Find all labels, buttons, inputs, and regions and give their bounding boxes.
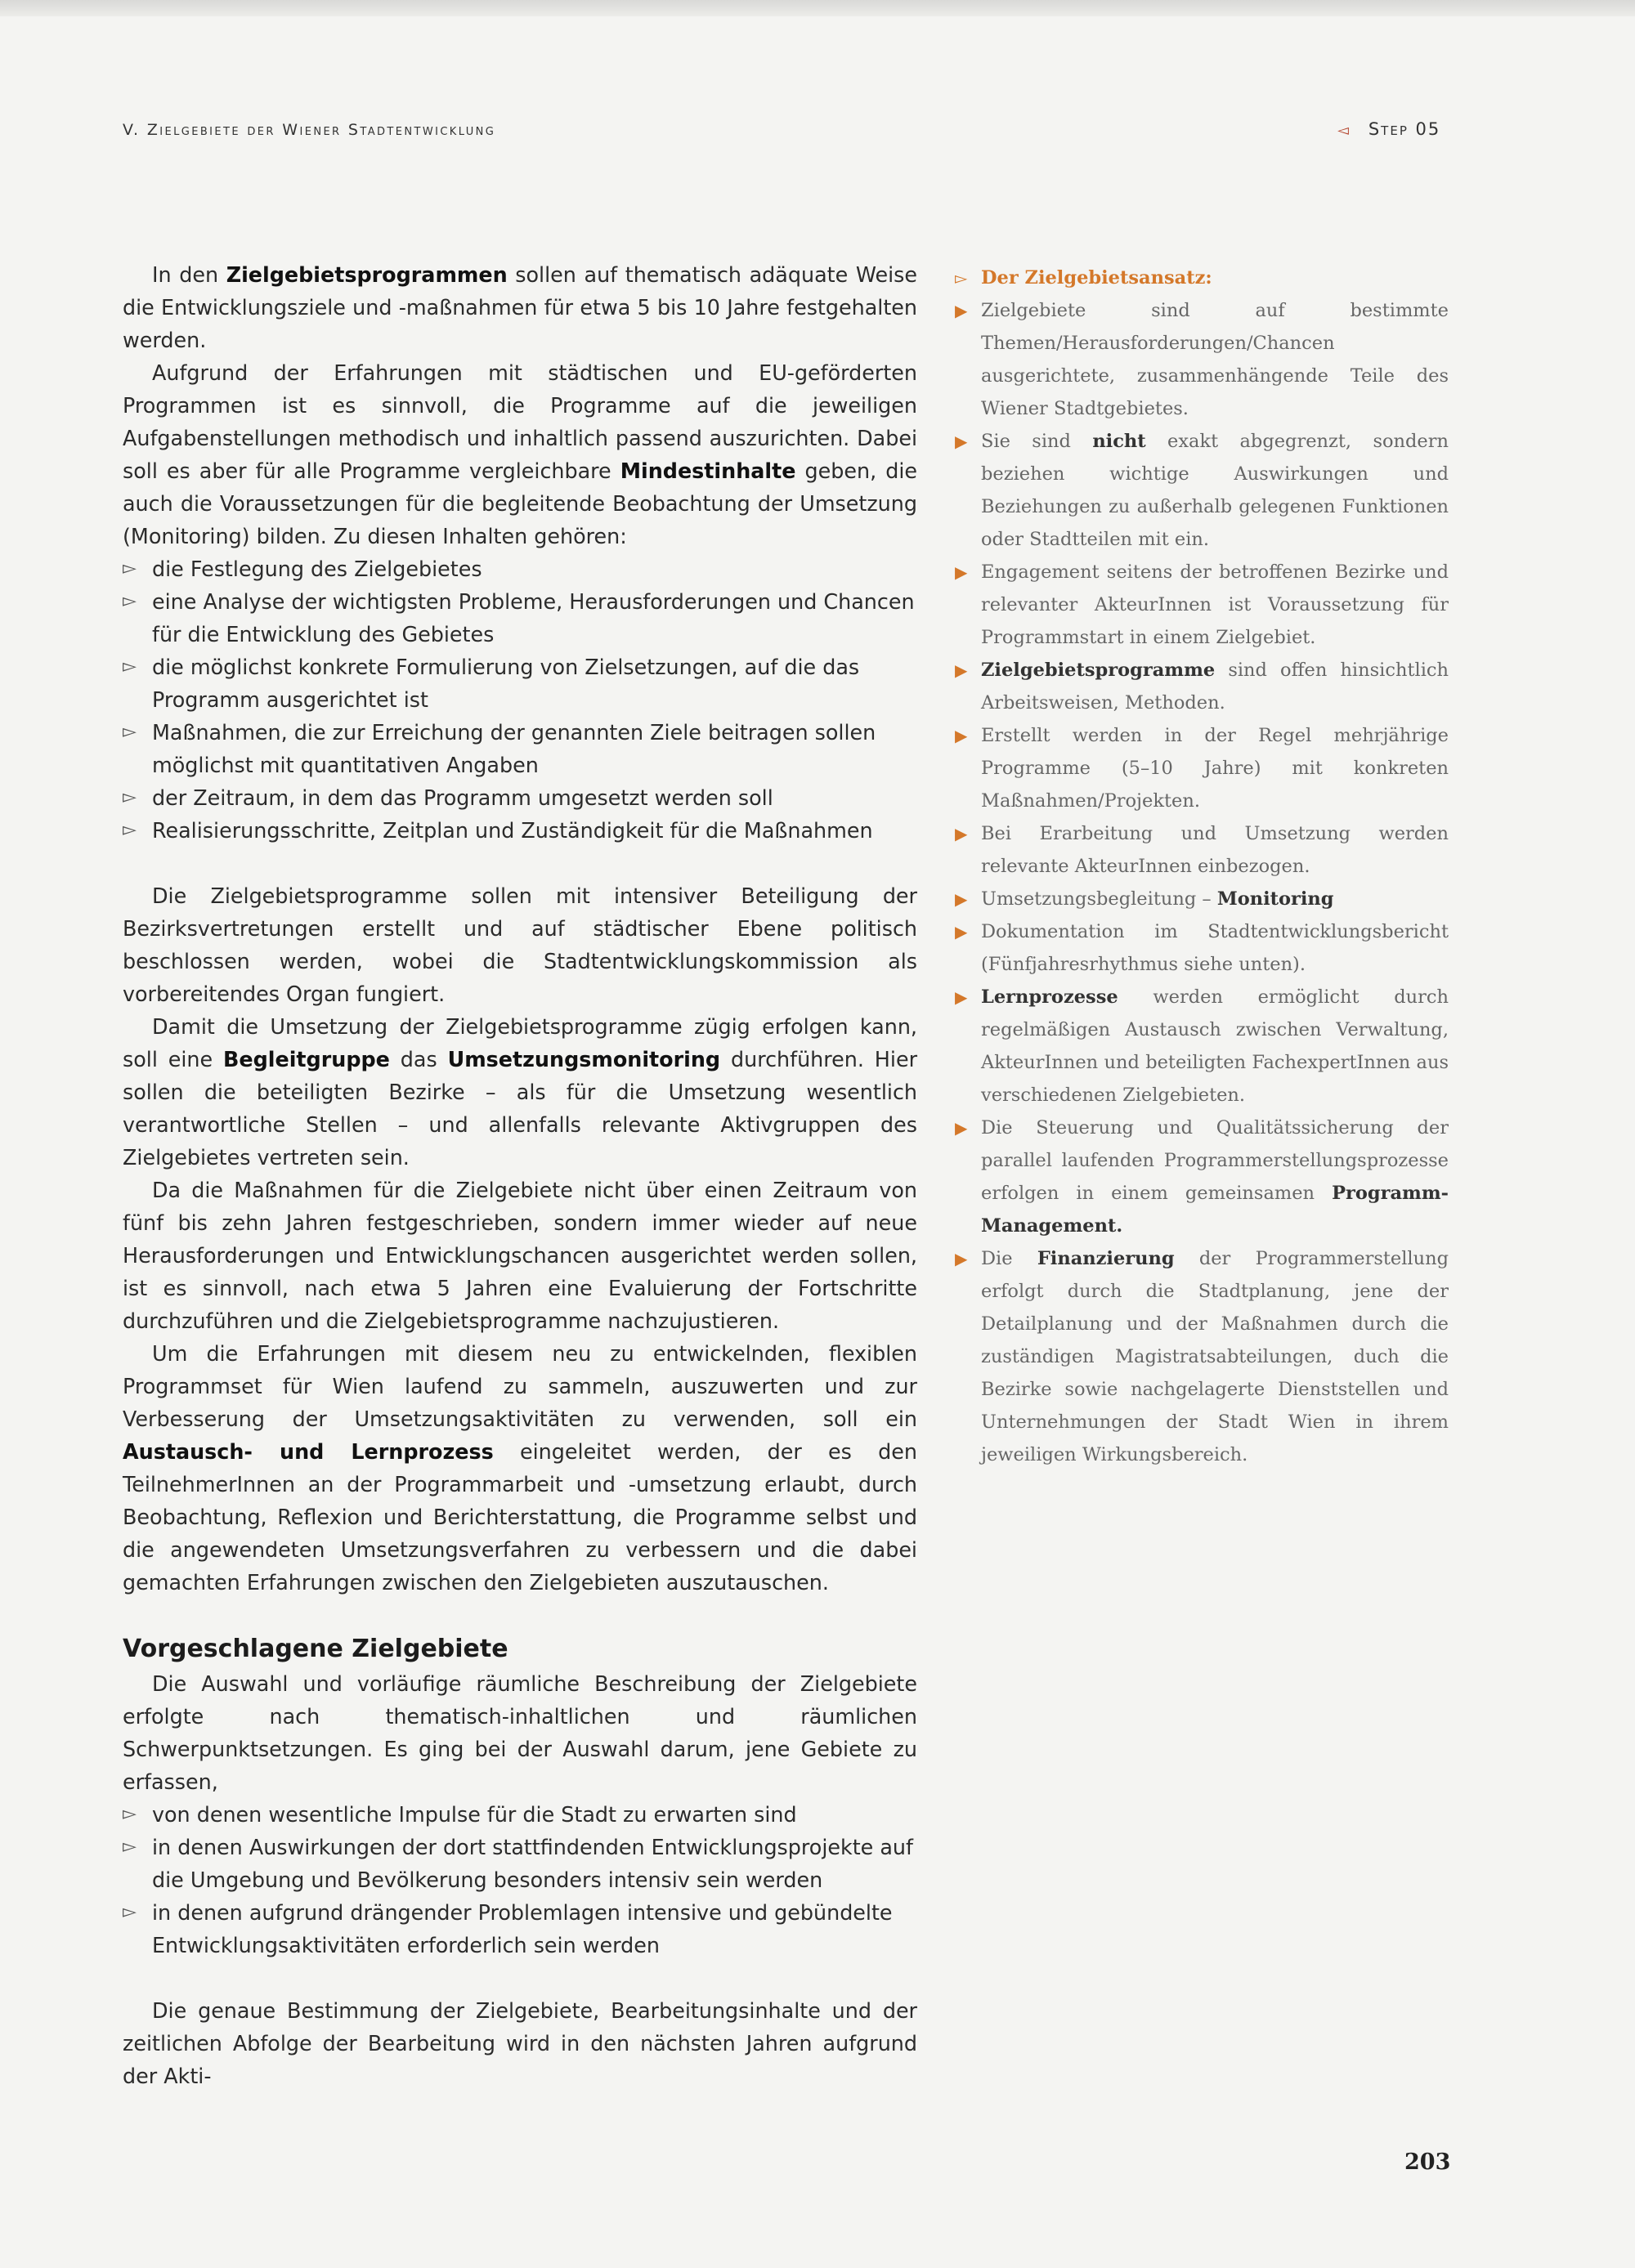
paragraph-8: Die genaue Bestimmung der Zielgebiete, Bearbeitungsinhalte und der zeitlichen Abfolge der Bearbeitung wird in den nächsten Jahren aufgrund der Akti- (123, 1998, 917, 2088)
triangle-bullet-icon: ▶ (955, 660, 968, 680)
running-header-step (1337, 119, 1440, 139)
sidebar-box (955, 262, 1449, 1471)
main-column (123, 258, 917, 2092)
text: Damit die Umsetzung der Zielgebietsprogramme zügig erfolgen kann, soll eine (123, 1014, 917, 1071)
list-item (123, 1896, 917, 1962)
triangle-bullet-icon: ▶ (955, 1249, 968, 1268)
triangle-bullet-icon: ▶ (955, 726, 968, 745)
emphasis: Zielgebietsprogrammen (226, 262, 508, 287)
list-item (123, 716, 917, 781)
spacer (123, 1962, 917, 1994)
triangle-bullet-icon: ▶ (955, 824, 968, 843)
sidebar-item (955, 719, 1449, 817)
list-item (123, 1798, 917, 1831)
triangle-bullet-icon: ▶ (955, 301, 968, 320)
paragraph-2 (123, 356, 917, 552)
text: Umsetzungsbegleitung – (981, 888, 1217, 910)
text: Sie sind (981, 431, 1093, 452)
paragraph-1 (123, 258, 917, 356)
text: der Programmerstellung erfolgt durch die Stadtplanung, jene der Detailplanung und der Maßnahmen durch die zuständigen Magistratsabteilungen, duch die Bezirke sowie nachgelagerte Dienststellen und Unternehmungen der Stadt Wien in ihrem jeweiligen Wirkungsbereich. (981, 1248, 1449, 1465)
triangle-bullet-icon: ▶ (955, 889, 968, 909)
emphasis: Lernprozesse (981, 986, 1118, 1008)
sidebar-title-text: Der Zielgebietsansatz: (981, 267, 1212, 289)
list-item-text: der Zeitraum, in dem das Programm umgesetzt werden soll (152, 785, 773, 810)
sidebar-item (955, 425, 1449, 556)
list-item-text: die möglichst konkrete Formulierung von Zielsetzungen, auf die das Programm ausgerichtet ist (152, 655, 860, 712)
text: Die Steuerung und Qualitätssicherung der parallel laufenden Programmerstellungsprozesse erfolgen in einem gemeinsamen (981, 1117, 1449, 1204)
spacer (123, 847, 917, 879)
list-item (123, 651, 917, 716)
sidebar-item (955, 1112, 1449, 1242)
text: Dokumentation im Stadtentwicklungsbericht (Fünfjahresrhythmus siehe unten). (981, 921, 1449, 975)
emphasis: Umsetzungsmonitoring (447, 1047, 721, 1071)
sidebar-item (955, 981, 1449, 1112)
bullet-icon: ▻ (123, 558, 137, 579)
emphasis: Austausch- und Lernprozess (123, 1439, 494, 1464)
list-item (123, 781, 917, 814)
emphasis: Begleitgruppe (223, 1047, 390, 1071)
triangle-bullet-icon: ▶ (955, 922, 968, 942)
triangle-bullet-icon: ▶ (955, 432, 968, 451)
step-marker-icon: ◅ (1337, 122, 1351, 139)
text: Engagement seitens der betroffenen Bezirke und relevanter AkteurInnen ist Voraussetzung für Programmstart in einem Zielgebiet. (981, 561, 1449, 648)
bullet-icon: ▻ (123, 1902, 137, 1922)
sidebar-list (955, 294, 1449, 1471)
emphasis: Zielgebietsprogramme (981, 660, 1216, 681)
bullet-icon: ▻ (123, 591, 137, 611)
bullet-icon: ▻ (123, 1836, 137, 1857)
outline-triangle-icon: ▻ (955, 268, 968, 288)
emphasis: Monitoring (1216, 888, 1334, 910)
sidebar-item (955, 556, 1449, 654)
text: In den (152, 262, 226, 287)
triangle-bullet-icon: ▶ (955, 562, 968, 582)
list-item-text: eine Analyse der wichtigsten Probleme, Herausforderungen und Chancen für die Entwicklung des Gebietes (152, 589, 915, 646)
text: sind offen hinsichtlich Arbeitsweisen, Methoden. (981, 660, 1449, 714)
emphasis: nicht (1092, 431, 1146, 452)
list-item-text: Realisierungsschritte, Zeitplan und Zuständigkeit für die Maßnahmen (152, 818, 873, 843)
text: eingeleitet werden, der es den TeilnehmerInnen an der Programmarbeit und -umsetzung erlaubt, durch Beobachtung, Reflexion und Berichterstattung, die Programme selbst und die angewendeten Umsetzungsverfahren zu verbessern und die dabei gemachten Erfahrungen zwischen den Zielgebieten auszutauschen. (123, 1439, 917, 1595)
triangle-bullet-icon: ▶ (955, 987, 968, 1007)
text: Um die Erfahrungen mit diesem neu zu entwickelnden, flexiblen Programmset für Wien laufend zu sammeln, auszuwerten und zur Verbesserung der Umsetzungsaktivitäten zu verwenden, soll ein (123, 1341, 917, 1431)
paragraph-7: Die Auswahl und vorläufige räumliche Beschreibung der Zielgebiete erfolgte nach thematisch-inhaltlichen und räumlichen Schwerpunktsetzungen. Es ging bei der Auswahl darum, jene Gebiete zu erfassen, (123, 1671, 917, 1794)
list-item-text: die Festlegung des Zielgebietes (152, 557, 482, 581)
list-item (123, 585, 917, 651)
paragraph-5: Da die Maßnahmen für die Zielgebiete nicht über einen Zeitraum von fünf bis zehn Jahren festgeschrieben, sondern immer wieder auf neue Herausforderungen und Entwicklungschancen ausgerichtet werden sollen, ist es sinnvoll, nach etwa 5 Jahren eine Evaluierung der Fortschritte durchzuführen und die Zielgebietsprogramme nachzujustieren. (123, 1178, 917, 1333)
list-item-text: in denen Auswirkungen der dort stattfindenden Entwicklungsprojekte auf die Umgebung und Bevölkerung besonders intensiv sein werden (152, 1835, 913, 1892)
bullet-icon: ▻ (123, 787, 137, 807)
list-item (123, 1831, 917, 1896)
sidebar-item (955, 1242, 1449, 1471)
list-item-text: in denen aufgrund drängender Problemlagen intensive und gebündelte Entwicklungsaktivitäten erforderlich sein werden (152, 1900, 893, 1957)
bullet-icon: ▻ (123, 722, 137, 742)
text: werden ermöglicht durch regelmäßigen Austausch zwischen Verwaltung, AkteurInnen und beteiligten FachexpertInnen aus verschiedenen Zielgebieten. (981, 986, 1449, 1106)
sidebar-item (955, 294, 1449, 425)
text: sollen auf thematisch adäquate Weise die Entwicklungsziele und -maßnahmen für etwa 5 bis 10 Jahre festgehalten werden. (123, 262, 917, 352)
list-item (123, 552, 917, 585)
sidebar-item (955, 915, 1449, 981)
triangle-bullet-icon: ▶ (955, 1118, 968, 1138)
content-list (123, 552, 917, 847)
list-item-text: Maßnahmen, die zur Erreichung der genannten Ziele beitragen sollen möglichst mit quantitativen Angaben (152, 720, 876, 777)
text: Bei Erarbeitung und Umsetzung werden relevante AkteurInnen einbezogen. (981, 823, 1449, 877)
text: geben, die auch die Voraussetzungen für die begleitende Beobachtung der Umsetzung (Monitoring) bilden. Zu diesen Inhalten gehören: (123, 459, 918, 548)
list-item-text: von denen wesentliche Impulse für die Stadt zu erwarten sind (152, 1802, 797, 1827)
step-label: Step 05 (1368, 119, 1441, 139)
running-header-section: V. Zielgebiete der Wiener Stadtentwicklung (123, 121, 496, 139)
sidebar-item (955, 817, 1449, 883)
bullet-icon: ▻ (123, 1804, 137, 1824)
bullet-icon: ▻ (123, 820, 137, 840)
bullet-icon: ▻ (123, 656, 137, 677)
text: Die (981, 1248, 1037, 1269)
emphasis: Programm-Management. (981, 1183, 1449, 1237)
spacer (123, 1599, 917, 1631)
sidebar-title (955, 262, 1449, 294)
page-number: 203 (1404, 2149, 1451, 2175)
criteria-list (123, 1798, 917, 1962)
text: Zielgebiete sind auf bestimmte Themen/Herausforderungen/Chancen ausgerichtete, zusammenhängende Teile des Wiener Stadtgebietes. (981, 300, 1449, 419)
text: Erstellt werden in der Regel mehrjährige Programme (5–10 Jahre) mit konkreten Maßnahmen/Projekten. (981, 725, 1449, 812)
paragraph-3: Die Zielgebietsprogramme sollen mit intensiver Beteiligung der Bezirksvertretungen erstellt und auf städtischer Ebene politisch beschlossen werden, wobei die Stadtentwicklungskommission als vorbereitendes Organ fungiert. (123, 883, 917, 1006)
list-item (123, 814, 917, 847)
scan-top-band (0, 0, 1635, 16)
paragraph-4 (123, 1010, 917, 1174)
section-heading: Vorgeschlagene Zielgebiete (123, 1635, 508, 1663)
text: Aufgrund der Erfahrungen mit städtischen und EU-geförderten Programmen ist es sinnvoll, die Programme auf die jeweiligen Aufgabenstellungen methodisch und inhaltlich passend auszurichten. Dabei soll es aber für alle Programme vergleichbare (123, 360, 917, 483)
text: das (389, 1047, 448, 1071)
paragraph-6 (123, 1337, 917, 1599)
emphasis: Mindestinhalte (620, 459, 796, 483)
text: exakt abgegrenzt, sondern beziehen wichtige Auswirkungen und Beziehungen zu außerhalb gelegenen Funktionen oder Stadtteilen mit ein. (981, 431, 1449, 550)
text: durchführen. Hier sollen die beteiligten Bezirke – als für die Umsetzung wesentlich verantwortliche Stellen – und allenfalls relevante Aktivgruppen des Zielgebietes vertreten sein. (123, 1047, 918, 1170)
emphasis: Finanzierung (1037, 1248, 1175, 1269)
sidebar-item (955, 883, 1449, 915)
sidebar-item (955, 654, 1449, 719)
